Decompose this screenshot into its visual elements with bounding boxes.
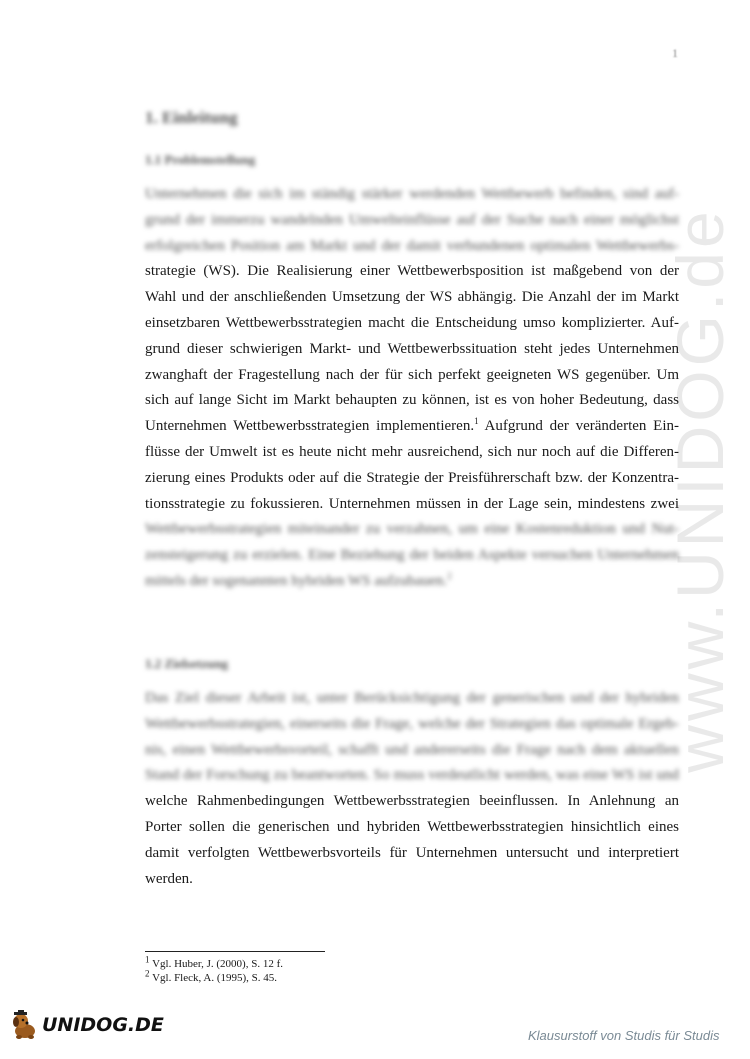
text-line: nis, einen Wettbewerbsvorteil, schafft und andererseits die Frage nach dem aktuellen (145, 741, 679, 758)
text-line: grund der immerzu wandelnden Umwelteinflüsse auf der Suche nach einer möglichst (145, 211, 679, 228)
text-line: zensteigerung zu erzielen. Eine Beziehung der beiden Aspekte versuchen Unternehmen (145, 547, 679, 564)
text-line: tionsstrategie zu fokussieren. Unternehmen müssen in der Lage sein, mindestens zwei (145, 495, 679, 512)
text-line: zierung eines Produkts oder auf die Strategie der Preisführerschaft bzw. der Konzentra- (145, 469, 679, 486)
text-line-with-footnote (145, 414, 679, 440)
text-line: flüsse der Umwelt ist es heute nicht mehr ausreichend, sich nur noch auf die Differen- (145, 443, 679, 460)
page-number: 1 (672, 46, 678, 60)
text-segment: Aufgrund der veränderten Ein- (478, 418, 680, 435)
text-line: damit verfolgten Wettbewerbsvorteils für Unternehmen untersucht und interpretiert (145, 844, 679, 861)
logo-text: UNIDOG.DE (42, 1014, 164, 1036)
footnote-marker: 1 (474, 416, 479, 427)
text-line: Wettbewerbsstrategien miteinander zu verzahnen, um eine Kostenreduktion und Nut- (145, 521, 679, 538)
text-line: Unternehmen die sich im ständig stärker werdenden Wettbewerb befinden, sind auf- (145, 186, 679, 202)
text-line: Stand der Forschung zu beantworten. So muss verdeutlicht werden, was eine WS ist und (145, 767, 679, 784)
text-line: einsetzbaren Wettbewerbsstrategien macht die Entscheidung umso komplizierter. Auf- (145, 314, 679, 331)
footnotes (145, 954, 283, 985)
section-heading-zielsetzung: 1.2 Zielsetzung (145, 656, 229, 671)
footnote-divider (145, 951, 325, 952)
section-heading-problemstellung: 1.1 Problemstellung (145, 152, 256, 167)
text-line: zwanghaft der Fragestellung nach der für sich perfekt geeigneten WS gegenüber. Um (145, 366, 679, 383)
footnote-text: Vgl. Huber, J. (2000), S. 12 f. (152, 958, 283, 970)
paragraph-zielsetzung (145, 686, 679, 892)
text-line: strategie (WS). Die Realisierung einer Wettbewerbsposition ist maßgebend von der (145, 263, 679, 280)
footnote-text: Vgl. Fleck, A. (1995), S. 45. (152, 972, 278, 984)
text-segment: mittels der sogenannten hybriden WS aufzubauen. (145, 572, 448, 589)
text-line: Wahl und der anschließenden Umsetzung der WS abhängig. Die Anzahl der im Markt (145, 289, 679, 306)
text-line-last (145, 569, 679, 595)
dog-mascot-icon (8, 1010, 44, 1040)
footnote-marker: 2 (145, 968, 150, 979)
text-line: sich auf lange Sicht im Markt behaupten zu können, ist es von hoher Bedeutung, dass (145, 392, 679, 409)
footnote (145, 968, 283, 985)
text-line-last: werden. (145, 870, 193, 887)
footnote (145, 954, 283, 971)
text-line: Porter sollen die generischen und hybriden Wettbewerbsstrategien hinsichtlich eines (145, 818, 679, 835)
paragraph-problemstellung (145, 182, 679, 595)
text-line: Das Ziel dieser Arbeit ist, unter Berücksichtigung der generischen und der hybriden (145, 690, 679, 706)
text-line: grund dieser schwierigen Markt- und Wettbewerbssituation steht jedes Unternehmen (145, 340, 679, 357)
text-line: welche Rahmenbedingungen Wettbewerbsstrategien beeinflussen. In Anlehnung an (145, 793, 679, 810)
text-line: erfolgreichen Position am Markt und der damit verbundenen optimalen Wettbewerbs- (145, 237, 679, 254)
watermark-text: www.UNIDOG.de (663, 207, 737, 773)
chapter-heading: 1. Einleitung (145, 108, 238, 127)
text-segment: Unternehmen Wettbewerbsstrategien implementieren. (145, 418, 475, 435)
footer-tagline: Klausurstoff von Studis für Studis (528, 1028, 720, 1043)
footnote-marker: 1 (145, 954, 150, 965)
text-line: Wettbewerbsstrategien, einerseits die Frage, welche der Strategien das optimale Ergeb- (145, 715, 679, 732)
footnote-marker: 2 (447, 570, 452, 581)
unidog-logo (8, 1010, 164, 1040)
